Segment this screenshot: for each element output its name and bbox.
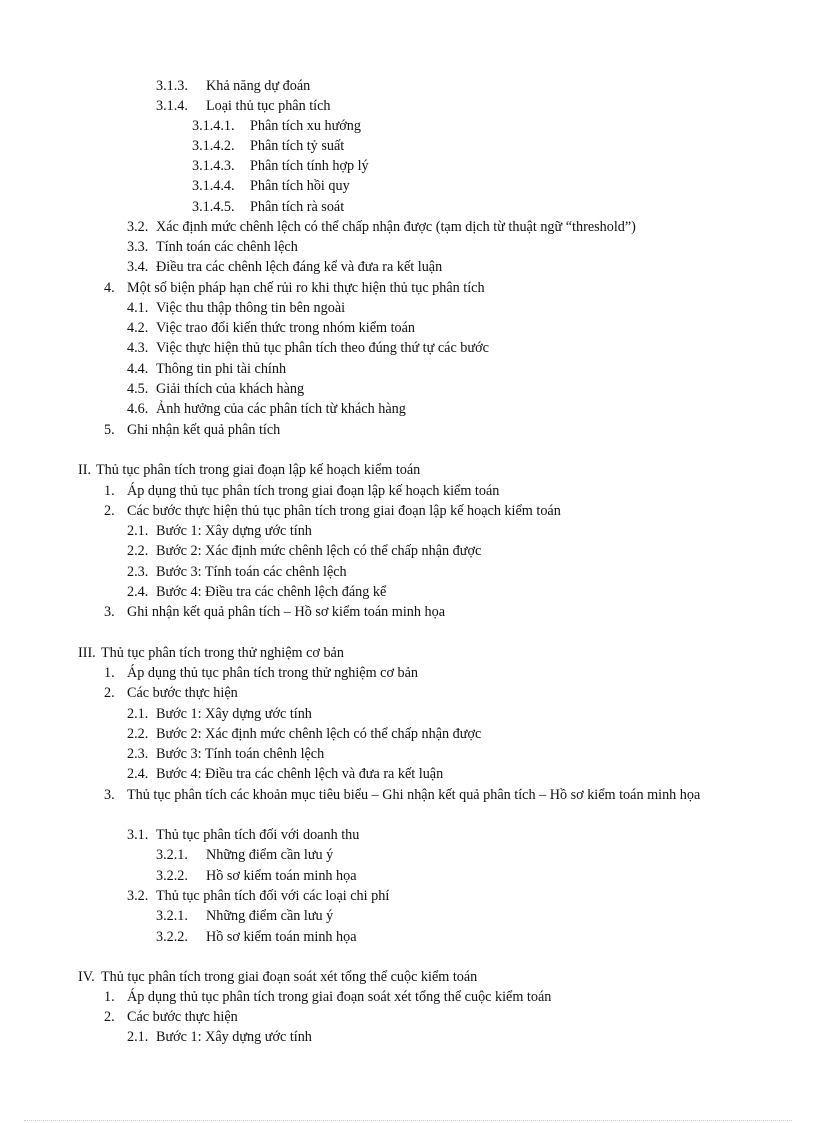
entry-number: 3.2.1. (156, 847, 188, 863)
entry-number: 4. (104, 280, 115, 296)
section-title: Thủ tục phân tích trong thử nghiệm cơ bản (101, 645, 344, 661)
entry-text: Việc trao đổi kiến thức trong nhóm kiểm toán (156, 320, 415, 336)
entry-text: Bước 2: Xác định mức chênh lệch có thể chấp nhận được (156, 543, 482, 559)
entry-text: Điều tra các chênh lệch đáng kể và đưa ra kết luận (156, 259, 443, 275)
entry-text: Các bước thực hiện (127, 1009, 238, 1025)
entry-text: Bước 4: Điều tra các chênh lệch và đưa ra kết luận (156, 766, 444, 782)
entry-text: Bước 1: Xây dựng ước tính (156, 1029, 312, 1045)
entry-number: 2.3. (127, 746, 149, 762)
entry-number: 3.2.1. (156, 908, 188, 924)
entry-text: Áp dụng thủ tục phân tích trong giai đoạn soát xét tổng thể cuộc kiểm toán (127, 989, 552, 1005)
entry-number: 3.2. (127, 219, 149, 235)
entry-text: Ảnh hưởng của các phân tích từ khách hàng (156, 401, 406, 417)
section-title: Thủ tục phân tích trong giai đoạn lập kế hoạch kiểm toán (96, 462, 421, 478)
entry-number: 3.1.4.1. (192, 118, 235, 134)
entry-text: Những điểm cần lưu ý (206, 908, 334, 924)
entry-number: 3.1.3. (156, 78, 188, 94)
entry-text: Giải thích của khách hàng (156, 381, 305, 397)
entry-number: 2.1. (127, 1029, 149, 1045)
entry-number: 2.1. (127, 523, 149, 539)
entry-text: Các bước thực hiện thủ tục phân tích trong giai đoạn lập kế hoạch kiểm toán (127, 503, 561, 519)
entry-text: Áp dụng thủ tục phân tích trong thử nghiệm cơ bản (127, 665, 419, 681)
entry-number: 5. (104, 422, 115, 438)
entry-number: 3.1. (127, 827, 149, 843)
entry-text: Bước 2: Xác định mức chênh lệch có thể chấp nhận được (156, 726, 482, 742)
entry-number: 3. (104, 787, 115, 803)
entry-number: 4.5. (127, 381, 149, 397)
entry-number: 2. (104, 685, 115, 701)
entry-number: 3.2. (127, 888, 149, 904)
entry-text: Hồ sơ kiểm toán minh họa (206, 929, 357, 945)
entry-text: Thông tin phi tài chính (156, 361, 287, 377)
entry-number: 3.2.2. (156, 929, 188, 945)
entry-number: 4.1. (127, 300, 149, 316)
entry-text: Bước 3: Tính toán các chênh lệch (156, 564, 347, 580)
entry-text: Bước 1: Xây dựng ước tính (156, 523, 312, 539)
entry-text: Áp dụng thủ tục phân tích trong giai đoạn lập kế hoạch kiểm toán (127, 483, 500, 499)
entry-number: 3.1.4.3. (192, 158, 235, 174)
entry-number: 1. (104, 989, 115, 1005)
entry-text: Thủ tục phân tích các khoản mục tiêu biểu – Ghi nhận kết quả phân tích – Hồ sơ kiểm toán minh họa (127, 787, 701, 803)
entry-number: 3.1.4.5. (192, 199, 235, 215)
entry-number: 4.4. (127, 361, 149, 377)
entry-number: 3.1.4.4. (192, 178, 235, 194)
entry-number: 3.3. (127, 239, 149, 255)
entry-number: 4.2. (127, 320, 149, 336)
entry-number: 2. (104, 1009, 115, 1025)
entry-number: 3.2.2. (156, 868, 188, 884)
entry-text: Phân tích xu hướng (250, 118, 361, 134)
entry-number: 1. (104, 483, 115, 499)
entry-number: 3.1.4.2. (192, 138, 235, 154)
entry-text: Việc thu thập thông tin bên ngoài (156, 300, 346, 316)
entry-text: Bước 4: Điều tra các chênh lệch đáng kể (156, 584, 387, 600)
section-number: II. (78, 462, 91, 478)
entry-text: Xác định mức chênh lệch có thể chấp nhận được (tạm dịch từ thuật ngữ “threshold”) (156, 219, 636, 235)
entry-number: 2.2. (127, 726, 149, 742)
entry-text: Bước 3: Tính toán chênh lệch (156, 746, 325, 762)
entry-number: 3.4. (127, 259, 149, 275)
entry-number: 2.3. (127, 564, 149, 580)
entry-number: 4.6. (127, 401, 149, 417)
section-title: Thủ tục phân tích trong giai đoạn soát xét tổng thể cuộc kiểm toán (101, 969, 478, 985)
entry-text: Khả năng dự đoán (206, 78, 311, 94)
entry-text: Phân tích rà soát (250, 199, 345, 215)
entry-text: Những điểm cần lưu ý (206, 847, 334, 863)
entry-number: 2.4. (127, 766, 149, 782)
entry-number: 3.1.4. (156, 98, 188, 114)
entry-text: Việc thực hiện thủ tục phân tích theo đúng thứ tự các bước (156, 340, 489, 356)
entry-number: 2.2. (127, 543, 149, 559)
entry-text: Phân tích tính hợp lý (250, 158, 369, 174)
entry-number: 1. (104, 665, 115, 681)
section-number: IV. (78, 969, 95, 985)
entry-text: Một số biện pháp hạn chế rủi ro khi thực hiện thủ tục phân tích (127, 280, 485, 296)
entry-text: Ghi nhận kết quả phân tích – Hồ sơ kiểm toán minh họa (127, 604, 445, 620)
entry-text: Thủ tục phân tích đối với các loại chi phí (156, 888, 390, 904)
entry-number: 4.3. (127, 340, 149, 356)
section-number: III. (78, 645, 96, 661)
entry-text: Ghi nhận kết quả phân tích (127, 422, 281, 438)
entry-number: 2.4. (127, 584, 149, 600)
entry-text: Tính toán các chênh lệch (156, 239, 298, 255)
page-bottom-divider (24, 1120, 792, 1121)
entry-number: 3. (104, 604, 115, 620)
entry-text: Thủ tục phân tích đối với doanh thu (156, 827, 360, 843)
entry-text: Phân tích tỷ suất (250, 138, 345, 154)
entry-text: Bước 1: Xây dựng ước tính (156, 706, 312, 722)
entry-text: Các bước thực hiện (127, 685, 238, 701)
entry-text: Phân tích hồi quy (250, 178, 350, 194)
entry-number: 2.1. (127, 706, 149, 722)
entry-text: Loại thủ tục phân tích (206, 98, 331, 114)
entry-number: 2. (104, 503, 115, 519)
entry-text: Hồ sơ kiểm toán minh họa (206, 868, 357, 884)
